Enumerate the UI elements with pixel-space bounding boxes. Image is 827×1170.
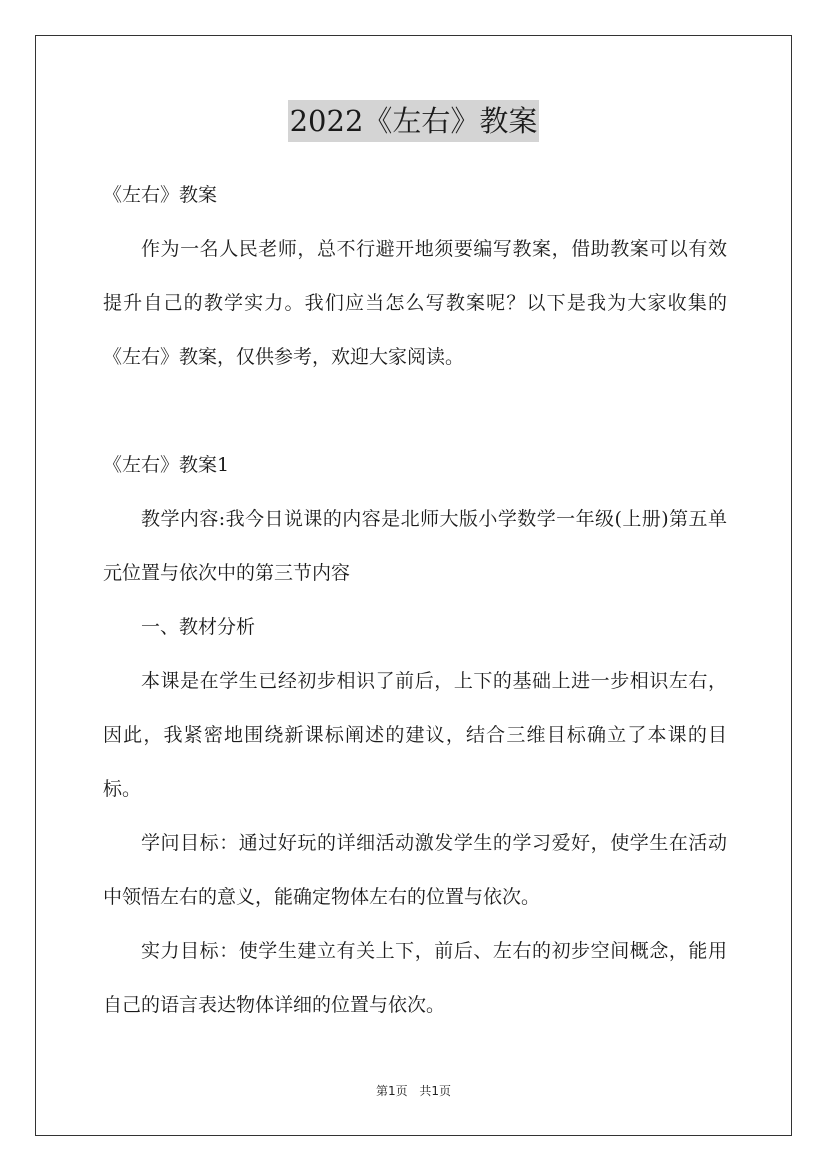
doc-heading: 《左右》教案 bbox=[103, 184, 218, 206]
subsection-heading: 一、教材分析 bbox=[141, 616, 256, 638]
intro-paragraph: 作为一名人民老师，总不行避开地须要编写教案，借助教案可以有效提升自己的教学实力。我们应当怎么写教案呢？以下是我为大家收集的《左右》教案，仅供参考，欢迎大家阅读。 bbox=[103, 238, 727, 368]
page-number: 第1页 bbox=[375, 1084, 408, 1098]
section-heading: 《左右》教案1 bbox=[103, 454, 230, 476]
title-wrap bbox=[0, 100, 827, 142]
knowledge-goal-paragraph: 学问目标：通过好玩的详细活动激发学生的学习爱好，使学生在活动中领悟左右的意义，能确定物体左右的位置与依次。 bbox=[103, 832, 727, 908]
document-body bbox=[103, 168, 727, 1032]
ability-goal-paragraph: 实力目标：使学生建立有关上下，前后、左右的初步空间概念，能用自己的语言表达物体详细的位置与依次。 bbox=[103, 940, 727, 1016]
analysis-paragraph: 本课是在学生已经初步相识了前后，上下的基础上进一步相识左右，因此，我紧密地围绕新课标阐述的建议，结合三维目标确立了本课的目标。 bbox=[103, 670, 727, 800]
teaching-content-paragraph: 教学内容:我今日说课的内容是北师大版小学数学一年级(上册)第五单元位置与依次中的第三节内容 bbox=[103, 508, 727, 584]
total-pages: 共1页 bbox=[419, 1084, 452, 1098]
page-footer bbox=[0, 1082, 827, 1099]
document-title: 2022《左右》教案 bbox=[288, 100, 540, 142]
spacer bbox=[103, 384, 727, 438]
